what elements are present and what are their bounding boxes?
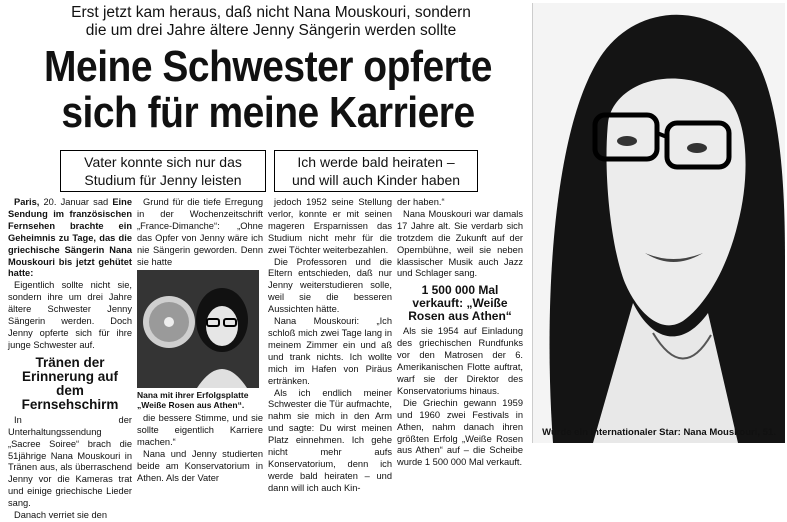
headline-line-2: sich für meine Karriere	[61, 88, 475, 137]
paragraph: jedoch 1952 seine Stellung verlor, konnte er mit seinen mageren Ersparnissen das Studium nicht mehr für die zwei Töchter weiterbezahlen.	[268, 197, 392, 255]
paragraph: die bessere Stimme, und sie sollte eigentlich Karriere machen.“	[137, 413, 263, 448]
subheading-left-line-2: Studium für Jenny leisten	[84, 172, 242, 188]
paragraph: Die Griechin gewann 1959 und 1960 zwei Festivals in Athen, nahm danach ihren größten Erfolg „Weiße Rosen aus Athen“ auf – die Scheibe wurde 1 500 000 Mal verkauft.	[397, 397, 523, 468]
headline-line-1: Meine Schwester opferte	[44, 42, 492, 92]
text-column-3	[268, 197, 392, 493]
photo-caption: Wurde ein internationaler Star: Nana Mouskouri, 51.	[542, 427, 776, 438]
paragraph: Nana und Jenny studierten beide am Konservatorium in Athen. Als der Vater	[137, 449, 263, 483]
inset-caption: Nana mit ihrer Erfolgsplatte „Weiße Rosen aus Athen“.	[137, 390, 249, 411]
subheading-right-line-2: und will auch Kinder haben	[291, 172, 461, 188]
paragraph: Eigentlich sollte nicht sie, sondern ihre um drei Jahre ältere Schwester Jenny Sängerin werden. Doch Jenny opferte sich für ihre junge Schwester auf.	[8, 280, 132, 350]
paragraph: Die Professoren und die Eltern entschieden, daß nur Jenny weiterstudieren solle, weil sie die besseren Aussichten hätte.	[268, 256, 392, 315]
portrait-image	[533, 3, 785, 443]
paragraph: Nana Mouskouri: „Ich schloß mich zwei Tage lang in meinem Zimmer ein und aß und trank nichts. Ich wollte mich im Hafen von Piräus ertränken.	[268, 316, 392, 386]
lead-paragraph	[8, 197, 132, 280]
kicker-line-2: die um drei Jahre ältere Jenny Sängerin werden sollte	[85, 22, 457, 39]
dateline-date: 20. Januar sad	[39, 197, 109, 207]
section-heading: Tränen der Erinnerung auf dem Fernsehschirm	[21, 354, 119, 412]
paragraph: Grund für die tiefe Erregung in der Wochenzeitschrift „France-Dimanche“: „Ohne das Opfer von Jenny wäre ich nie Sängerin geworden. Denn sie hatte	[137, 197, 263, 267]
headline	[8, 44, 528, 136]
paragraph: Nana Mouskouri war damals 17 Jahre alt. Sie verdarb sich trotzdem die Zukunft auf der Opernbühne, weil sie neben klassischer Musik auch Jazz und Schlager sang.	[397, 208, 523, 279]
text-column-2	[137, 197, 263, 483]
subheading-right	[274, 150, 478, 192]
kicker	[22, 4, 520, 40]
paragraph: Danach verriet sie den	[14, 510, 108, 521]
paragraph: Als ich endlich meiner Schwester die Tür aufmachte, nahm sie mich in den Arm und sagte: Du wirst meinen Platz einnehmen. Ich gehe nicht mehr aufs Konservatorium, denn ich werde bald heiraten – und dann will ich auch Kin-	[268, 387, 392, 493]
inset-photo	[137, 270, 259, 388]
subheading-right-line-1: Ich werde bald heiraten –	[297, 154, 455, 170]
text-column-4	[397, 197, 523, 468]
section-heading: 1 500 000 Mal verkauft: „Weiße Rosen aus Athen“	[408, 283, 512, 324]
paragraph: Als sie 1954 auf Einladung des griechischen Rundfunks vor den Matrosen der 6. Amerikanischen Flotte auftrat, warf sie der Direktor des Konservatoriums hinaus.	[397, 326, 523, 396]
subheading-left	[60, 150, 266, 192]
subheading-left-line-1: Vater konnte sich nur das	[84, 154, 242, 170]
lead-bold: Eine Sendung im französischen Fernsehen brachte ein Geheimnis zu Tage, das die griechische Sängerin Nana Mouskouri bis jetzt gehütet hatte:	[8, 197, 132, 279]
paragraph: der haben.“	[397, 197, 445, 207]
inset-photo-image	[137, 270, 259, 388]
portrait-photo	[532, 3, 785, 443]
kicker-line-1: Erst jetzt kam heraus, daß nicht Nana Mouskouri, sondern	[71, 4, 471, 21]
dateline: Paris,	[14, 197, 40, 207]
paragraph: In der Unterhaltungssendung „Sacree Soiree“ brach die 51jährige Nana Mouskouri in Tränen aus, als überraschend Jenny vor die Kameras trat und einige griechische Lieder sang.	[8, 414, 132, 509]
text-column-1	[8, 197, 132, 521]
